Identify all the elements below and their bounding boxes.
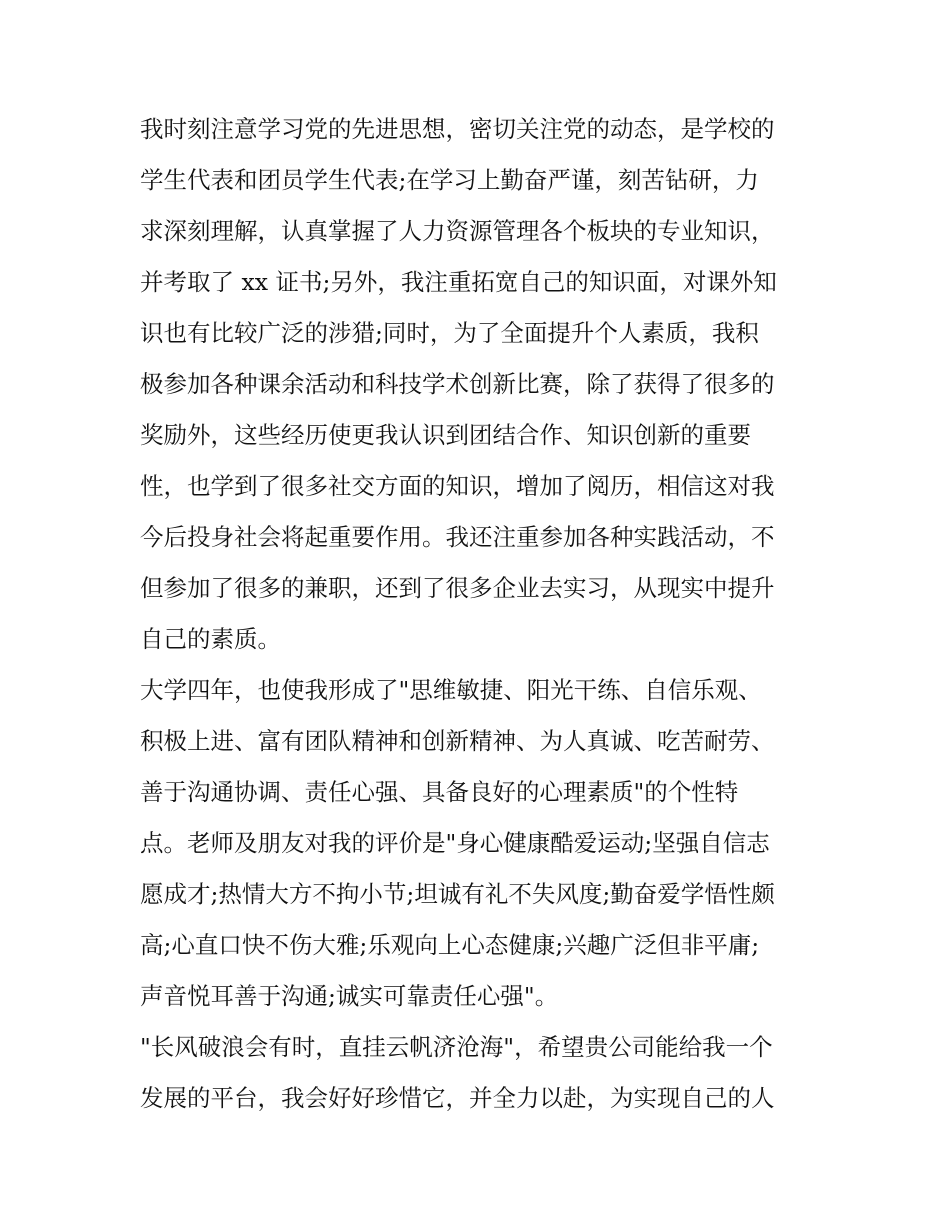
text-line: 性，也学到了很多社交方面的知识，增加了阅历，相信这对我: [140, 472, 775, 500]
text-line: 善于沟通协调、责任心强、具备良好的心理素质"的个性特: [140, 778, 739, 806]
text-line: 点。老师及朋友对我的评价是"身心健康酷爱运动;坚强自信志: [140, 829, 770, 857]
text-line: 求深刻理解，认真掌握了人力资源管理各个板块的专业知识，: [140, 217, 775, 245]
text-line: 声音悦耳善于沟通;诚实可靠责任心强"。: [140, 982, 559, 1010]
text-line: 自己的素质。: [140, 625, 281, 653]
text-line: 今后投身社会将起重要作用。我还注重参加各种实践活动，不: [140, 523, 775, 551]
paragraph-1: [140, 104, 820, 665]
text-line: 但参加了很多的兼职，还到了很多企业去实习，从现实中提升: [140, 574, 775, 602]
text-line: "长风破浪会有时，直挂云帆济沧海"，希望贵公司能给我一个: [140, 1033, 773, 1061]
text-line: 高;心直口快不伤大雅;乐观向上心态健康;兴趣广泛但非平庸;: [140, 931, 760, 959]
text-line: 发展的平台，我会好好珍惜它，并全力以赴，为实现自己的人: [140, 1084, 775, 1112]
text-line: 奖励外，这些经历使更我认识到团结合作、知识创新的重要: [140, 421, 751, 449]
text-line: 识也有比较广泛的涉猎;同时，为了全面提升个人素质，我积: [140, 319, 759, 347]
text-line: 学生代表和团员学生代表;在学习上勤奋严谨，刻苦钻研，力: [140, 166, 759, 194]
text-line: 并考取了 xx 证书;另外，我注重拓宽自己的知识面，对课外知: [140, 268, 777, 296]
paragraph-3: [140, 1022, 820, 1124]
body-text: [140, 104, 820, 1124]
text-line: 大学四年，也使我形成了"思维敏捷、阳光干练、自信乐观、: [140, 676, 762, 704]
paragraph-2: [140, 665, 820, 1022]
text-line: 极参加各种课余活动和科技学术创新比赛，除了获得了很多的: [140, 370, 775, 398]
text-line: 积极上进、富有团队精神和创新精神、为人真诚、吃苦耐劳、: [140, 727, 775, 755]
text-line: 我时刻注意学习党的先进思想，密切关注党的动态，是学校的: [140, 115, 775, 143]
text-line: 愿成才;热情大方不拘小节;坦诚有礼不失风度;勤奋爱学悟性颇: [140, 880, 775, 908]
